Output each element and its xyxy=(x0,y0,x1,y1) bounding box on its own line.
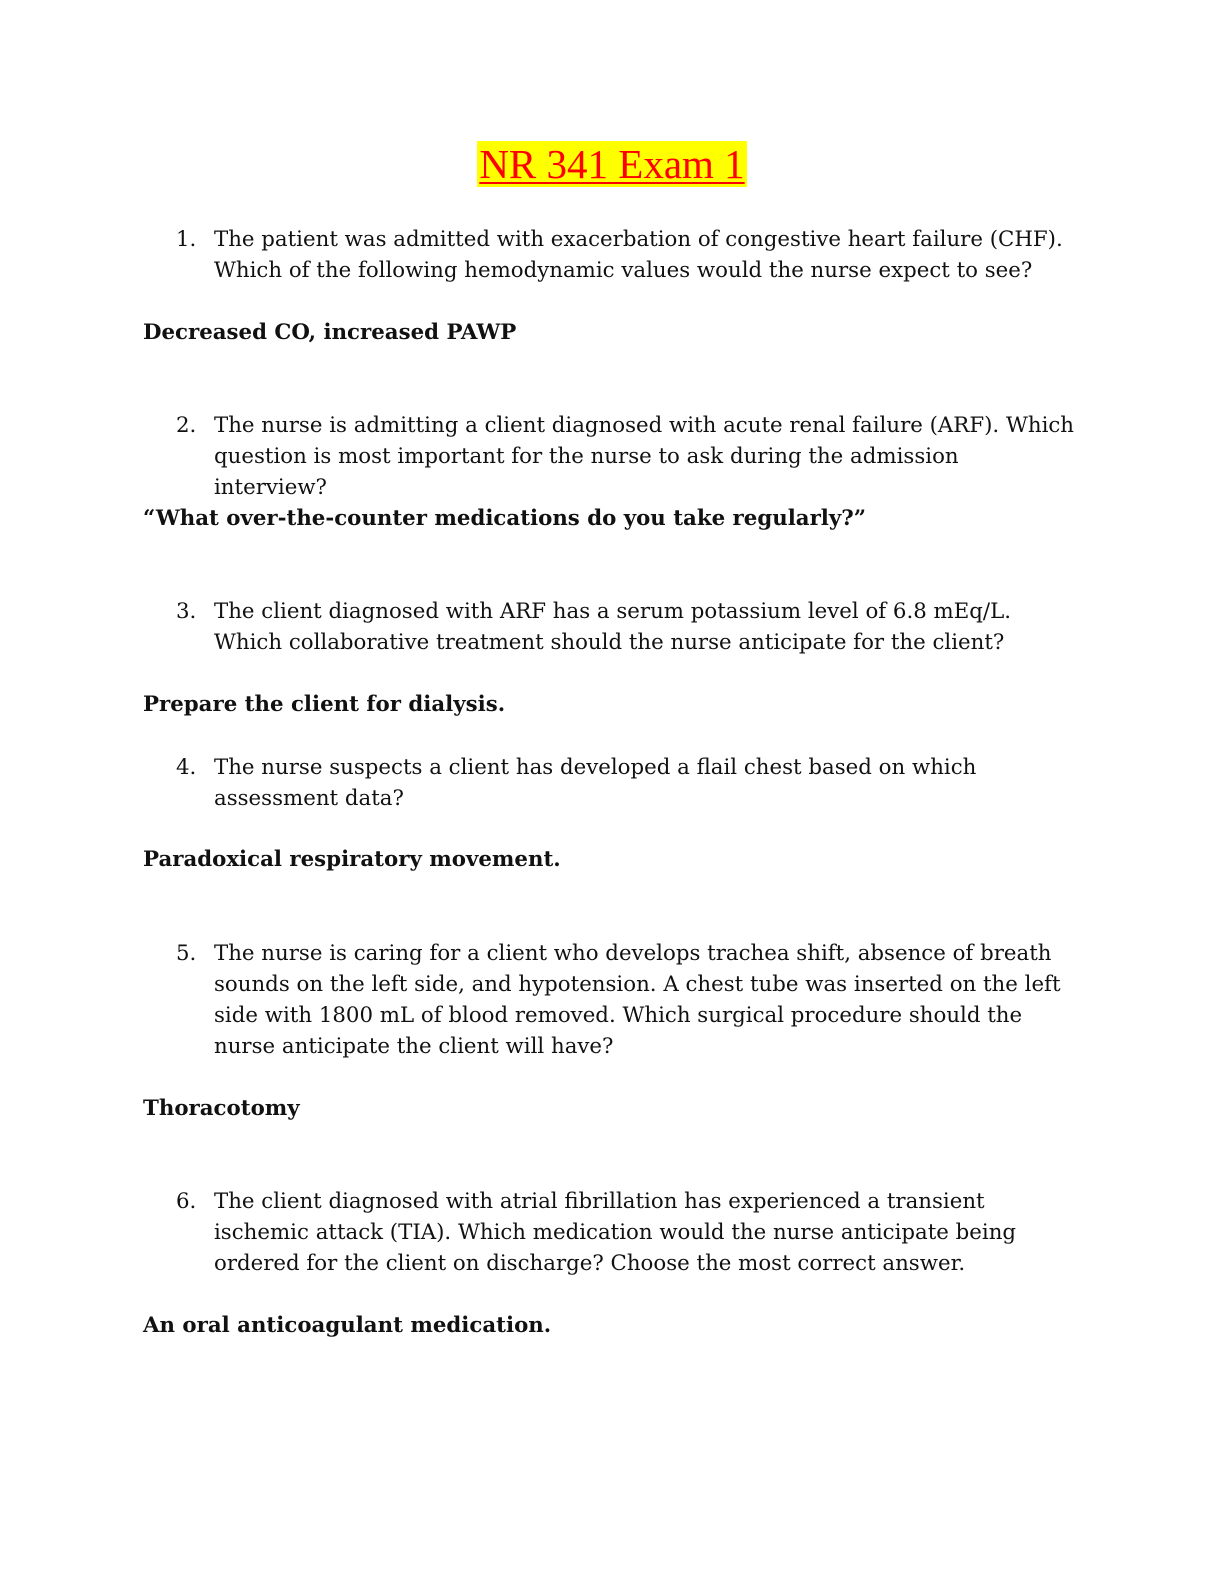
question-number: 6. xyxy=(176,1189,197,1214)
question-2 xyxy=(176,410,1076,503)
question-6 xyxy=(176,1186,1076,1279)
answer-4: Paradoxical respiratory movement. xyxy=(143,847,561,872)
question-number: 4. xyxy=(176,755,197,780)
question-1 xyxy=(176,224,1076,286)
question-5 xyxy=(176,938,1076,1062)
question-text: The nurse suspects a client has developed a flail chest based on which assessment data? xyxy=(214,755,977,811)
answer-5: Thoracotomy xyxy=(143,1096,300,1121)
answer-3: Prepare the client for dialysis. xyxy=(143,692,506,717)
question-number: 1. xyxy=(176,227,197,252)
page-title: NR 341 Exam 1 xyxy=(479,141,745,187)
question-3 xyxy=(176,596,1076,658)
question-text: The client diagnosed with atrial fibrillation has experienced a transient ischemic attack (TIA). Which medication would the nurse anticipate being ordered for the client on discharge? Choose the most correct answer. xyxy=(214,1189,1017,1276)
answer-2: “What over-the-counter medications do you take regularly?” xyxy=(143,506,867,531)
question-text: The patient was admitted with exacerbation of congestive heart failure (CHF). Which of the following hemodynamic values would the nurse expect to see? xyxy=(214,227,1063,283)
title-wrap xyxy=(0,141,1224,187)
answer-1: Decreased CO, increased PAWP xyxy=(143,320,517,345)
question-text: The nurse is caring for a client who develops trachea shift, absence of breath sounds on the left side, and hypotension. A chest tube was inserted on the left side with 1800 mL of blood removed. Which surgical procedure should the nurse anticipate the client will have? xyxy=(214,941,1061,1059)
question-number: 5. xyxy=(176,941,197,966)
answer-6: An oral anticoagulant medication. xyxy=(143,1313,552,1338)
question-4 xyxy=(176,752,1076,814)
question-text: The nurse is admitting a client diagnosed with acute renal failure (ARF). Which question is most important for the nurse to ask during the admission interview? xyxy=(214,413,1075,500)
question-text: The client diagnosed with ARF has a serum potassium level of 6.8 mEq/L. Which collaborative treatment should the nurse anticipate for the client? xyxy=(214,599,1012,655)
question-number: 3. xyxy=(176,599,197,624)
question-number: 2. xyxy=(176,413,197,438)
